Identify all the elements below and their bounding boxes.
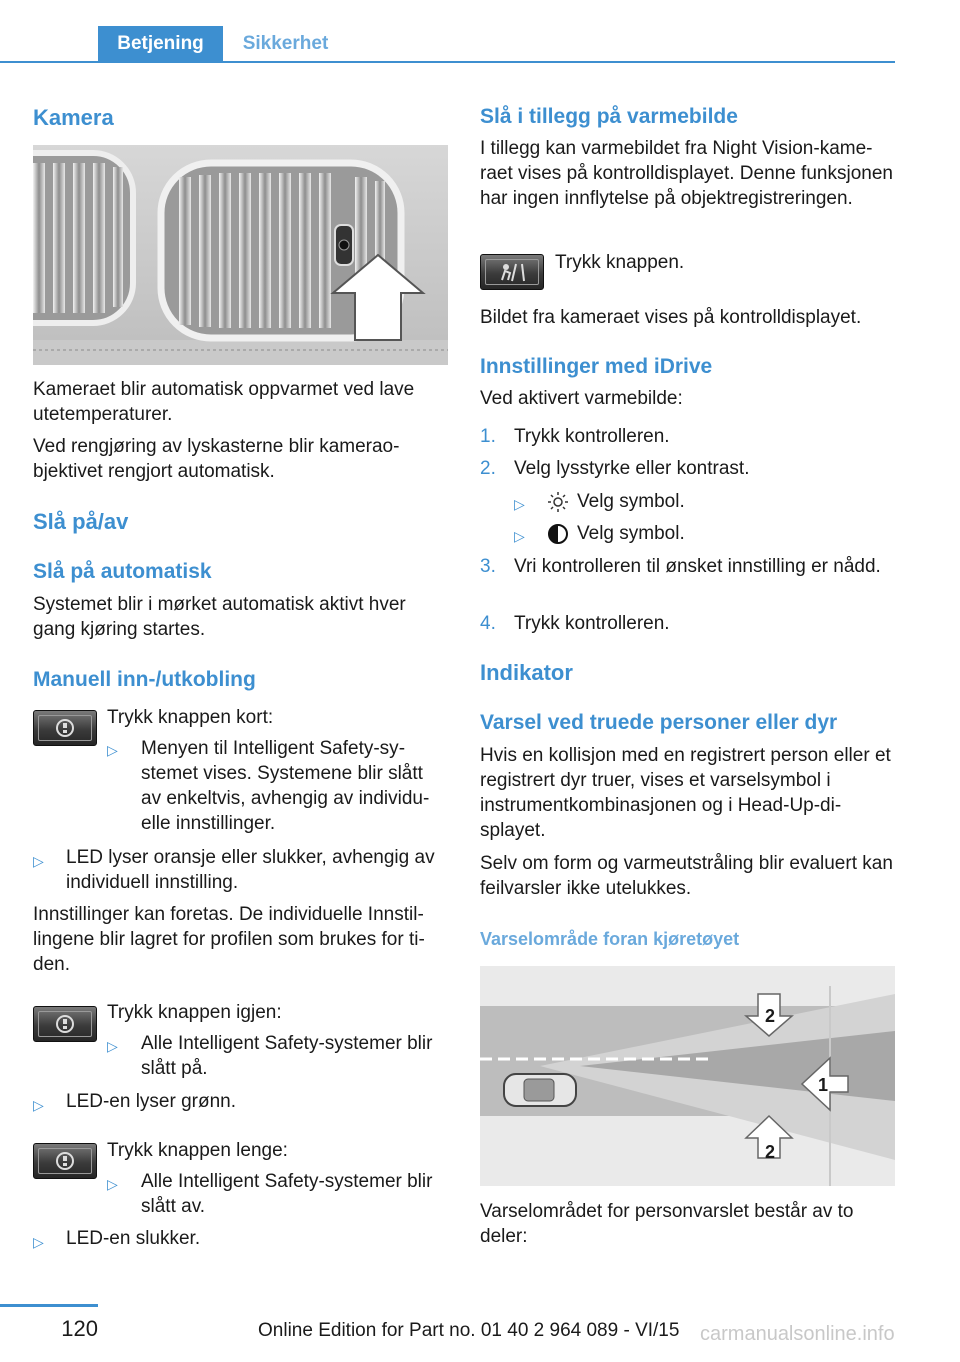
- heading-kamera: Kamera: [33, 105, 114, 130]
- step-number: 2.: [480, 458, 496, 479]
- settings-paragraph: Innstillinger kan foretas. De individuelle Innstillingene blir lagret for profilen som brukes for tiden.: [33, 904, 425, 975]
- press-long-label: Trykk knappen lenge:: [107, 1140, 288, 1161]
- bullet-arrow: ▷: [107, 1038, 118, 1054]
- step-text: Velg lysstyrke eller kontrast.: [514, 458, 750, 479]
- press-again-label: Trykk knappen igjen:: [107, 1002, 282, 1023]
- contrast-icon: [547, 523, 569, 545]
- press-button-label: Trykk knappen.: [555, 252, 685, 273]
- long-bullet-2: LED-en slukker.: [66, 1228, 201, 1249]
- step-number: 4.: [480, 613, 496, 634]
- safety-icon: [33, 1006, 97, 1042]
- heading-varmebilde: Slå i tillegg på varmebilde: [480, 105, 738, 128]
- press-short-label: Trykk knappen kort:: [107, 707, 274, 728]
- car-icon: [504, 1074, 576, 1106]
- bullet-arrow: ▷: [33, 1234, 44, 1250]
- step-text: Vri kontrolleren til ønsket innstilling er nådd.: [514, 556, 881, 577]
- camera-grille-image: [33, 145, 448, 365]
- bullet-arrow: ▷: [107, 1176, 118, 1192]
- kamera-paragraph-2: Ved rengjøring av lyskasterne blir kameraobjektivet rengjort automatisk.: [33, 436, 400, 482]
- brightness-icon: [547, 491, 569, 513]
- image-shown-paragraph: Bildet fra kameraet vises på kontrolldisplayet.: [480, 307, 862, 328]
- again-bullet-2: LED-en lyser grønn.: [66, 1091, 237, 1112]
- safety-icon: [33, 710, 97, 746]
- tab-sikkerhet[interactable]: Sikkerhet: [242, 33, 329, 54]
- idrive-intro: Ved aktivert varmebilde:: [480, 388, 683, 409]
- zone-label-1: 1: [818, 1075, 829, 1095]
- step-number: 3.: [480, 556, 496, 577]
- heading-indikator: Indikator: [480, 660, 573, 685]
- bullet-arrow: ▷: [514, 496, 525, 512]
- heading-sla-pa-av: Slå på/av: [33, 509, 129, 534]
- sub-step-text: Velg symbol.: [577, 523, 685, 544]
- bullet-arrow: ▷: [33, 1097, 44, 1113]
- safety-button-image-1: [33, 710, 97, 746]
- night-vision-button-image: [480, 254, 544, 290]
- zone-label-2-bottom: 2: [765, 1142, 776, 1162]
- bullet-arrow: ▷: [514, 528, 525, 544]
- road-diagram: [480, 966, 895, 1186]
- safety-button-image-2: [33, 1006, 97, 1042]
- safety-icon: [33, 1143, 97, 1179]
- heading-varsel: Varsel ved truede personer eller dyr: [480, 711, 838, 734]
- safety-button-image-3: [33, 1143, 97, 1179]
- edition-text: Online Edition for Part no. 01 40 2 964 089 - VI/15: [258, 1320, 680, 1341]
- step-text: Trykk kontrolleren.: [514, 426, 670, 447]
- long-bullet-1: Alle Intelligent Safety-systemer blir slått av.: [141, 1171, 433, 1217]
- heading-idrive: Innstillinger med iDrive: [480, 355, 713, 378]
- warning-zone-diagram: [480, 966, 895, 1186]
- night-vision-icon: [480, 254, 544, 290]
- zone-label-2-top: 2: [765, 1006, 776, 1026]
- sub-step-text: Velg symbol.: [577, 491, 685, 512]
- heading-manuell: Manuell inn-/utkobling: [33, 668, 256, 691]
- kamera-paragraph-1: Kameraet blir automatisk oppvarmet ved lave utetemperaturer.: [33, 379, 415, 425]
- warning-paragraph-2: Selv om form og varmeutstråling blir evaluert kan feilvarsler ikke utelukkes.: [480, 853, 893, 899]
- step-number: 1.: [480, 426, 496, 447]
- again-bullet-1: Alle Intelligent Safety-systemer blir slått på.: [141, 1033, 433, 1079]
- header-rule: [0, 61, 895, 63]
- heading-varselomrade: Varselområde foran kjøretøyet: [480, 929, 740, 949]
- zone-caption: Varselområdet for personvarslet består av to deler:: [480, 1201, 854, 1247]
- step-text: Trykk kontrolleren.: [514, 613, 670, 634]
- bullet-arrow: ▷: [107, 742, 118, 758]
- bullet-arrow: ▷: [33, 853, 44, 869]
- auto-paragraph: Systemet blir i mørket automatisk aktivt hver gang kjøring startes.: [33, 594, 406, 640]
- tab-betjening[interactable]: Betjening: [98, 26, 223, 62]
- watermark: carmanualsonline.info: [700, 1323, 895, 1345]
- heading-sla-pa-automatisk: Slå på automatisk: [33, 560, 212, 583]
- short-bullet-2: LED lyser oransje eller slukker, avhengig av individuell innstilling.: [66, 847, 435, 893]
- short-bullet-1: Menyen til Intelligent Safety-systemet vises. Systemene blir slått av enkeltvis, avhengig av individuelle innstillinger.: [141, 738, 430, 834]
- header-left-space: [0, 26, 98, 62]
- thermal-paragraph: I tillegg kan varmebildet fra Night Vision-kameraet vises på kontrolldisplayet. Denne funksjonen har ingen innflytelse på objektregistreringen.: [480, 138, 893, 209]
- footer-rule: [0, 1304, 98, 1307]
- page-number: 120: [61, 1316, 98, 1341]
- warning-paragraph-1: Hvis en kollisjon med en registrert person eller et registrert dyr truer, vises et varselsymbol i instrumentkombinasjonen og i Head-Up-displayet.: [480, 745, 891, 841]
